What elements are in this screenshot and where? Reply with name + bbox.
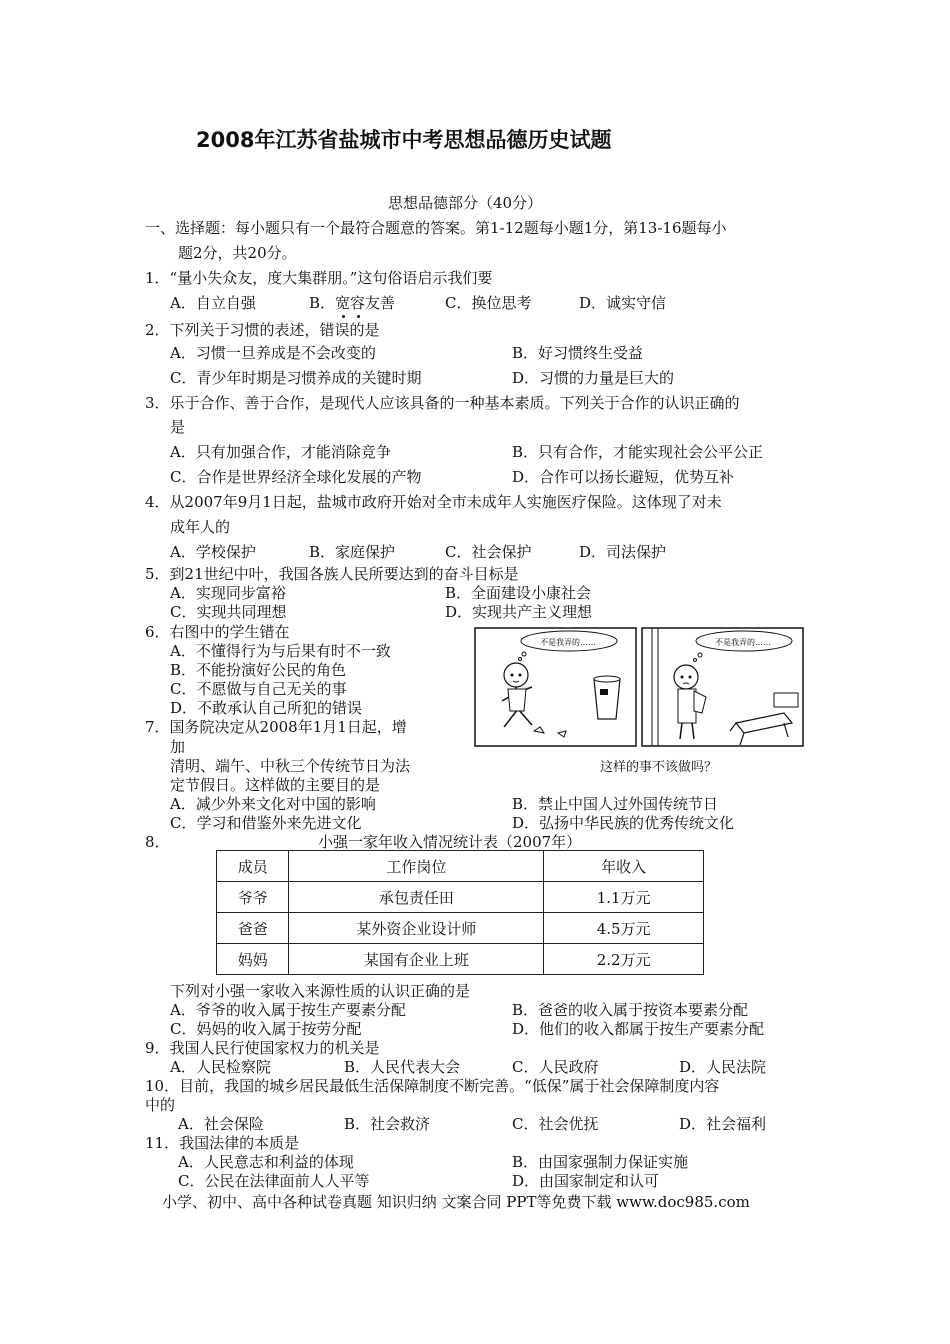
q7-stem-line4: 定节假日。这样做的主要目的是 <box>170 776 381 794</box>
q10-stem-line1: 10．目前，我国的城乡居民最低生活保障制度不断完善。“低保”属于社会保障制度内容 <box>145 1077 720 1095</box>
q10-stem-line2: 中的 <box>145 1096 176 1114</box>
q3-stem-line1: 3．乐于合作、善于合作，是现代人应该具备的一种基本素质。下列关于合作的认识正确的 <box>145 394 740 412</box>
q9-option-b: B．人民代表大会 <box>344 1058 461 1076</box>
q3-option-a: A．只有加强合作，才能消除竞争 <box>170 443 391 461</box>
table-header-cell: 年收入 <box>544 851 704 882</box>
q10-option-b: B．社会救济 <box>344 1115 431 1133</box>
table-row <box>217 913 704 944</box>
bubble-left-text: 不是我弄的…… <box>540 638 596 647</box>
q1-option-a: A．自立自强 <box>170 294 256 312</box>
q5-option-d: D．实现共产主义理想 <box>445 603 593 621</box>
table-cell: 1.1万元 <box>544 882 704 913</box>
q4-option-d: D．司法保护 <box>579 543 667 561</box>
q6-option-b: B．不能扮演好公民的角色 <box>170 661 347 679</box>
q10-option-c: C．社会优抚 <box>512 1115 599 1133</box>
section-header: 思想品德部分（40分） <box>388 194 543 212</box>
table-cell: 某国有企业上班 <box>289 944 544 975</box>
q2-option-c: C．青少年时期是习惯养成的关键时期 <box>170 369 422 387</box>
q11-option-b: B．由国家强制力保证实施 <box>512 1153 689 1171</box>
q4-option-c: C．社会保护 <box>445 543 532 561</box>
q8-option-d: D．他们的收入都属于按生产要素分配 <box>512 1020 765 1038</box>
cartoon-caption: 这样的事不该做吗？ <box>600 760 718 775</box>
q10-option-d: D．社会福利 <box>679 1115 767 1133</box>
q2-option-b: B．好习惯终生受益 <box>512 344 644 362</box>
q8-stem: 下列对小强一家收入来源性质的认识正确的是 <box>170 982 471 1000</box>
q11-option-d: D．由国家制定和认可 <box>512 1172 660 1190</box>
q9-option-a: A．人民检察院 <box>170 1058 271 1076</box>
q4-stem-line1: 4．从2007年9月1日起，盐城市政府开始对全市未成年人实施医疗保险。这体现了对未 <box>145 493 722 511</box>
table-header-cell: 工作岗位 <box>289 851 544 882</box>
table-cell: 爷爷 <box>217 882 289 913</box>
q6-option-d: D．不敢承认自己所犯的错误 <box>170 699 363 717</box>
q1-stem: 1．“量小失众友，度大集群朋。”这句俗语启示我们要 <box>145 269 493 287</box>
q1-option-d: D．诚实守信 <box>579 294 667 312</box>
instructions-line1: 一、选择题：每小题只有一个最符合题意的答案。第1-12题每小题1分，第13-16题每小 <box>145 219 727 237</box>
bubble-right-text: 不是我弄的…… <box>715 638 771 647</box>
q6-option-a: A．不懂得行为与后果有时不一致 <box>170 642 391 660</box>
cartoon-drawing <box>474 627 804 747</box>
q5-option-c: C．实现共同理想 <box>170 603 287 621</box>
page-title: 2008年江苏省盐城市中考思想品德历史试题 <box>196 128 612 152</box>
table-header-cell: 成员 <box>217 851 289 882</box>
q5-option-b: B．全面建设小康社会 <box>445 584 592 602</box>
q8-table-title: 小强一家年收入情况统计表（2007年） <box>318 833 582 851</box>
q2-option-a: A．习惯一旦养成是不会改变的 <box>170 344 376 362</box>
q2-option-d: D．习惯的力量是巨大的 <box>512 369 675 387</box>
table-cell: 妈妈 <box>217 944 289 975</box>
q7-stem-line3: 清明、端午、中秋三个传统节日为法 <box>170 757 411 775</box>
instructions-line2: 题2分，共20分。 <box>178 244 297 262</box>
table-cell: 2.2万元 <box>544 944 704 975</box>
q7-option-a: A．减少外来文化对中国的影响 <box>170 795 376 813</box>
income-table <box>216 850 704 975</box>
q6-option-c: C．不愿做与自己无关的事 <box>170 680 347 698</box>
q9-option-d: D．人民法院 <box>679 1058 767 1076</box>
q1-option-c: C．换位思考 <box>445 294 532 312</box>
table-cell: 某外资企业设计师 <box>289 913 544 944</box>
q7-option-d: D．弘扬中华民族的优秀传统文化 <box>512 814 735 832</box>
table-row <box>217 882 704 913</box>
q4-stem-line2: 成年人的 <box>170 518 231 536</box>
q3-stem-line2: 是 <box>170 418 186 436</box>
q7-stem-line1: 7．国务院决定从2008年1月1日起，增 <box>145 718 407 736</box>
q3-option-d: D．合作可以扬长避短，优势互补 <box>512 468 735 486</box>
table-header-row <box>217 851 704 882</box>
q9-stem: 9．我国人民行使国家权力的机关是 <box>145 1039 380 1057</box>
q11-option-c: C．公民在法律面前人人平等 <box>178 1172 370 1190</box>
q7-option-c: C．学习和借鉴外来先进文化 <box>170 814 362 832</box>
q3-option-b: B．只有合作，才能实现社会公平公正 <box>512 443 764 461</box>
table-row <box>217 944 704 975</box>
q3-option-c: C．合作是世界经济全球化发展的产物 <box>170 468 422 486</box>
q7-option-b: B．禁止中国人过外国传统节日 <box>512 795 719 813</box>
q2-stem: 2．下列关于习惯的表述，错误的是 <box>145 321 380 339</box>
q1-option-b: B．宽容友善 <box>309 294 396 312</box>
cartoon-illustration <box>474 627 804 747</box>
emphasis-dot <box>342 315 345 318</box>
q9-option-c: C．人民政府 <box>512 1058 599 1076</box>
q8-option-a: A．爷爷的收入属于按生产要素分配 <box>170 1001 406 1019</box>
q11-option-a: A．人民意志和利益的体现 <box>178 1153 354 1171</box>
emphasis-dot <box>357 315 360 318</box>
table-cell: 承包责任田 <box>289 882 544 913</box>
q8-option-c: C．妈妈的收入属于按劳分配 <box>170 1020 362 1038</box>
q6-stem: 6．右图中的学生错在 <box>145 623 290 641</box>
q5-stem: 5．到21世纪中叶，我国各族人民所要达到的奋斗目标是 <box>145 565 519 583</box>
table-cell: 爸爸 <box>217 913 289 944</box>
q5-option-a: A．实现同步富裕 <box>170 584 286 602</box>
q7-stem-line2: 加 <box>170 738 186 756</box>
q11-stem: 11．我国法律的本质是 <box>145 1134 300 1152</box>
q4-option-a: A．学校保护 <box>170 543 256 561</box>
footer-text: 小学、初中、高中各种试卷真题 知识归纳 文案合同 PPT等免费下载 www.doc985.com <box>162 1193 750 1211</box>
q4-option-b: B．家庭保护 <box>309 543 396 561</box>
table-cell: 4.5万元 <box>544 913 704 944</box>
q8-number: 8． <box>145 833 170 851</box>
q10-option-a: A．社会保险 <box>178 1115 264 1133</box>
q8-option-b: B．爸爸的收入属于按资本要素分配 <box>512 1001 749 1019</box>
